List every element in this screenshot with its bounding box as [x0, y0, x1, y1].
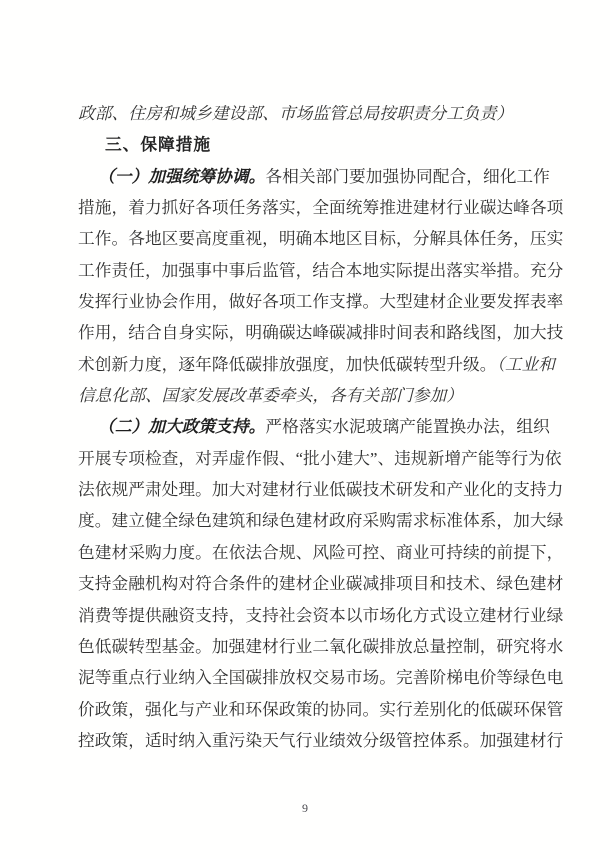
body-text: 工作责任，加强事中事后监管，结合本地实际提出落实举措。充分 — [78, 260, 564, 280]
text-line — [78, 98, 578, 129]
body-text: 工作。各地区要高度重视，明确本地区目标，分解具体任务，压实 — [78, 229, 564, 249]
text-line — [78, 725, 578, 756]
text-line — [78, 694, 578, 725]
body-text: 发挥行业协会作用，做好各项工作支撑。大型建材企业要发挥表率 — [78, 292, 564, 312]
body-text: 价政策，强化与产业和环保政策的协同。实行差别化的低碳环保管 — [78, 699, 564, 719]
body-text: 控政策，适时纳入重污染天气行业绩效分级管控体系。加强建材行 — [78, 730, 564, 750]
body-text: 作用，结合自身实际，明确碳达峰碳减排时间表和路线图，加大技 — [78, 323, 564, 343]
body-text: 消费等提供融资支持，支持社会资本以市场化方式设立建材行业绿 — [78, 605, 564, 625]
body-text: 泥等重点行业纳入全国碳排放权交易市场。完善阶梯电价等绿色电 — [78, 668, 564, 688]
text-line — [78, 662, 578, 693]
attribution-text: （工业和 — [496, 354, 556, 374]
text-line — [78, 568, 578, 599]
text-line — [78, 286, 578, 317]
body-text: 术创新力度，逐年降低碳排放强度，加快低碳转型升级。 — [78, 354, 497, 374]
section-heading — [78, 129, 578, 160]
attribution-text: 政部、住房和城乡建设部、市场监管总局按职责分工负责） — [78, 104, 514, 123]
text-line — [78, 161, 578, 192]
body-text: 色建材采购力度。在依法合规、风险可控、商业可持续的前提下， — [78, 542, 564, 562]
body-text: 严格落实水泥玻璃产能置换办法，组织 — [265, 417, 550, 437]
text-line — [78, 380, 578, 411]
text-line — [78, 505, 578, 536]
page-number: 9 — [302, 801, 308, 815]
text-line — [78, 474, 578, 505]
text-line — [78, 255, 578, 286]
text-line — [78, 631, 578, 662]
text-line — [78, 192, 578, 223]
body-text: 度。建立健全绿色建筑和绿色建材政府采购需求标准体系，加大绿 — [78, 511, 564, 531]
document-body — [78, 98, 578, 756]
text-line — [78, 223, 578, 254]
text-line — [78, 317, 578, 348]
body-text: 开展专项检查，对弄虚作假、“批小建大”、违规新增产能等行为依 — [78, 448, 562, 468]
body-text: 色低碳转型基金。加强建材行业二氧化碳排放总量控制，研究将水 — [78, 636, 564, 656]
body-text: 支持金融机构对符合条件的建材企业碳减排项目和技术、绿色建材 — [78, 574, 564, 594]
heading-text: 三、保障措施 — [105, 135, 212, 155]
paragraph-lead-text: （二）加大政策支持。 — [98, 417, 266, 437]
paragraph-lead-text: （一）加强统筹协调。 — [98, 166, 266, 186]
body-text: 法依规严肃处理。加大对建材行业低碳技术研发和产业化的支持力 — [78, 480, 564, 500]
body-text: 各相关部门要加强协同配合，细化工作 — [265, 166, 550, 186]
body-text: 措施，着力抓好各项任务落实，全面统筹推进建材行业碳达峰各项 — [78, 198, 564, 218]
text-line — [78, 349, 578, 380]
text-line — [78, 600, 578, 631]
attribution-text: 信息化部、国家发展改革委牵头，各有关部门参加） — [78, 386, 463, 406]
text-line — [78, 411, 578, 442]
text-line — [78, 443, 578, 474]
text-line — [78, 537, 578, 568]
